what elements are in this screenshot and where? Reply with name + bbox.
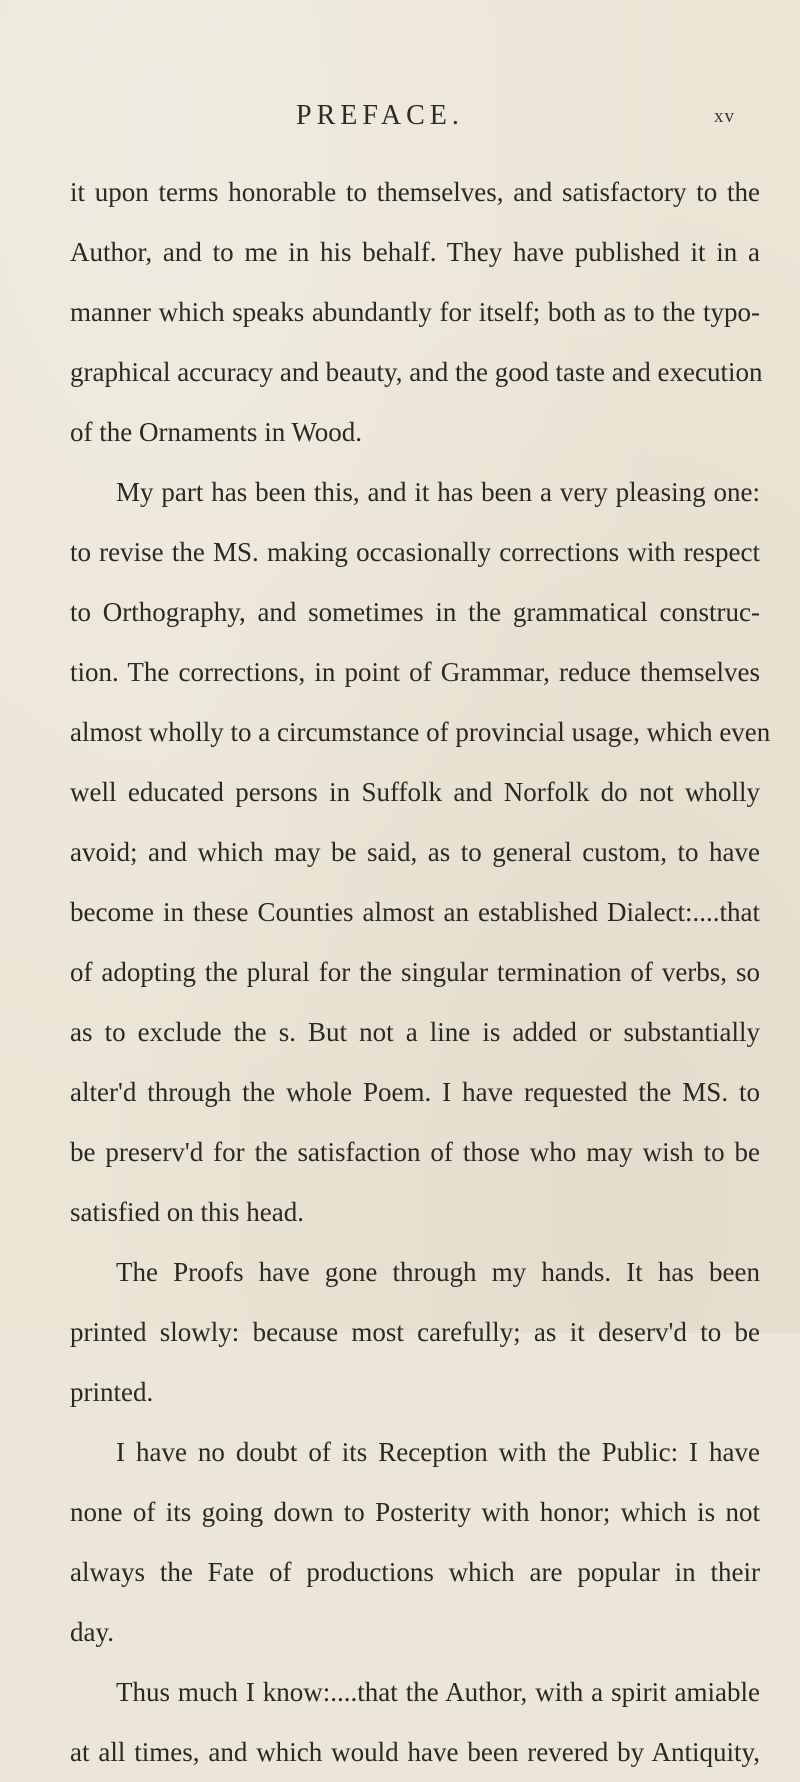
body-text [70, 162, 771, 1782]
text-line: to Orthography, and sometimes in the grammatical construc- [70, 597, 760, 627]
text-line: day. [70, 1617, 114, 1647]
text-line: to revise the MS. making occasionally corrections with respect [70, 537, 760, 567]
text-line: Thus much I know:....that the Author, with a spirit amiable [116, 1677, 760, 1707]
text-line: tion. The corrections, in point of Grammar, reduce themselves [70, 657, 760, 687]
text-line: almost wholly to a circumstance of provincial usage, which even [70, 717, 771, 747]
text-line: My part has been this, and it has been a very pleasing one: [116, 477, 760, 507]
text-line: printed slowly: because most carefully; as it deserv'd to be [70, 1317, 760, 1347]
text-line: The Proofs have gone through my hands. It has been [116, 1257, 760, 1287]
text-line: satisfied on this head. [70, 1197, 304, 1227]
text-line: Author, and to me in his behalf. They have published it in a [70, 237, 760, 267]
text-line: avoid; and which may be said, as to general custom, to have [70, 837, 760, 867]
text-line: of the Ornaments in Wood. [70, 417, 363, 447]
text-line: always the Fate of productions which are popular in their [70, 1557, 760, 1587]
text-line: I have no doubt of its Reception with the Public: I have [116, 1437, 760, 1467]
text-line: none of its going down to Posterity with honor; which is not [70, 1497, 760, 1527]
text-line: at all times, and which would have been revered by Antiquity, [70, 1737, 760, 1767]
text-line: become in these Counties almost an established Dialect:....that [70, 897, 760, 927]
text-line: graphical accuracy and beauty, and the good taste and execution [70, 357, 763, 387]
text-line: manner which speaks abundantly for itself; both as to the typo- [70, 297, 760, 327]
text-line: alter'd through the whole Poem. I have requested the MS. to [70, 1077, 760, 1107]
running-head [0, 100, 800, 140]
text-line: it upon terms honorable to themselves, and satisfactory to the [70, 177, 760, 207]
text-line: printed. [70, 1377, 154, 1407]
page-title: PREFACE. [296, 100, 464, 131]
text-line: as to exclude the s. But not a line is added or substantially [70, 1017, 760, 1047]
page-number: xv [714, 106, 735, 127]
text-line: of adopting the plural for the singular termination of verbs, so [70, 957, 760, 987]
text-line: be preserv'd for the satisfaction of those who may wish to be [70, 1137, 760, 1167]
text-line: well educated persons in Suffolk and Norfolk do not wholly [70, 777, 760, 807]
